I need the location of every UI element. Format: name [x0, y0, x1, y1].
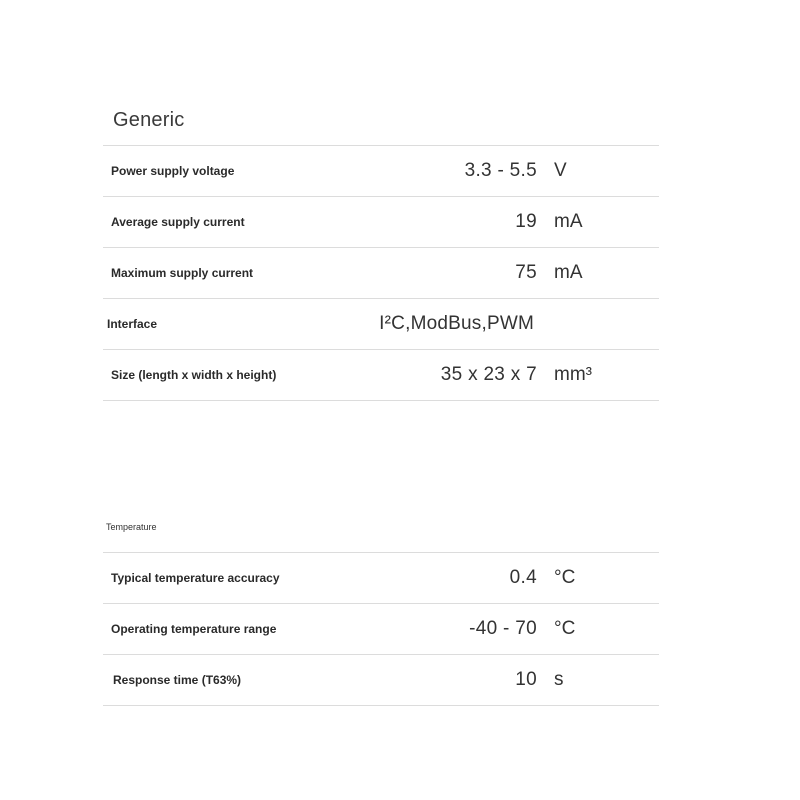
spec-unit: °C: [554, 567, 576, 588]
spec-row-typical-temperature-accuracy: [103, 553, 659, 604]
spec-unit: °C: [554, 618, 576, 639]
spec-value: 19: [515, 211, 537, 232]
spec-value: 75: [515, 262, 537, 283]
spec-unit: s: [554, 669, 564, 690]
spec-label: Size (length x width x height): [111, 368, 277, 382]
spec-row-interface: [103, 299, 659, 350]
spec-value: I²C,ModBus,PWM: [379, 313, 534, 334]
spec-row-maximum-supply-current: [103, 248, 659, 299]
spec-row-response-time: [103, 655, 659, 706]
spec-value: 10: [515, 669, 537, 690]
spec-label: Typical temperature accuracy: [111, 571, 280, 585]
spec-label: Response time (T63%): [113, 673, 242, 687]
spec-unit: mA: [554, 262, 583, 283]
spec-row-size: [103, 350, 659, 401]
generic-section-title: Generic: [113, 109, 185, 131]
spec-row-average-supply-current: [103, 197, 659, 248]
temperature-spec-table: [103, 552, 659, 706]
generic-spec-table: [103, 145, 659, 401]
spec-value: 0.4: [509, 567, 537, 588]
spec-value: -40 - 70: [469, 618, 537, 639]
spec-row-power-supply-voltage: [103, 146, 659, 197]
spec-unit: mm³: [554, 364, 592, 385]
spec-label: Average supply current: [111, 215, 245, 229]
spec-label: Operating temperature range: [111, 622, 277, 636]
spec-label: Maximum supply current: [111, 266, 254, 280]
spec-value: 35 x 23 x 7: [440, 364, 537, 385]
spec-label: Interface: [107, 317, 158, 331]
spec-unit: V: [554, 160, 567, 181]
temperature-section-title: Temperature: [106, 522, 157, 532]
spec-label: Power supply voltage: [111, 164, 235, 178]
spec-row-operating-temperature-range: [103, 604, 659, 655]
spec-unit: mA: [554, 211, 583, 232]
spec-value: 3.3 - 5.5: [464, 160, 537, 181]
